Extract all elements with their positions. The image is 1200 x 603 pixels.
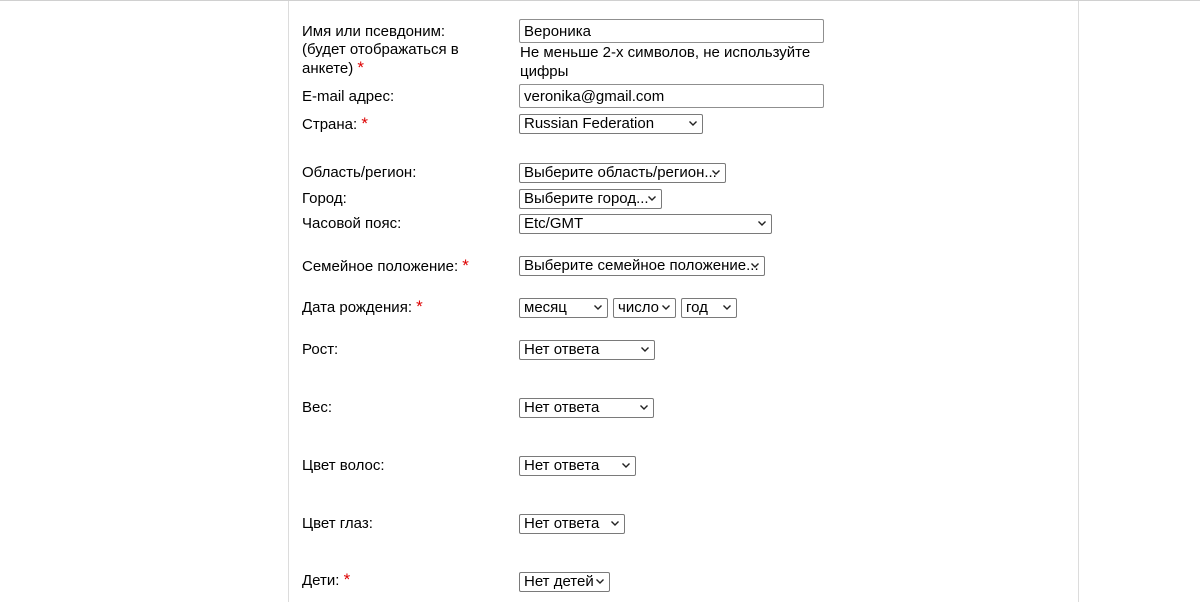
email-label: E-mail адрес: [302,88,395,105]
chevron-down-icon [723,305,731,310]
timezone-select-value: Etc/GMT [524,215,584,232]
timezone-label: Часовой пояс: [302,215,402,232]
chevron-down-icon [611,521,619,526]
birth-day-value: число [618,299,659,316]
children-label-text: Дети: [302,572,340,589]
country-select[interactable] [519,114,703,134]
city-label: Город: [302,190,347,207]
nickname-label [302,23,459,78]
weight-select-value: Нет ответа [524,399,600,416]
city-select-value: Выберите город... [524,190,649,207]
region-select[interactable] [519,163,726,183]
children-select[interactable] [519,572,610,592]
eyes-select[interactable] [519,514,625,534]
eyes-label: Цвет глаз: [302,515,373,532]
hair-select[interactable] [519,456,636,476]
required-marker: * [343,570,351,589]
city-select[interactable] [519,189,662,209]
chevron-down-icon [648,196,656,201]
chevron-down-icon [594,305,602,310]
children-label [302,571,350,590]
marital-label-text: Семейное положение: [302,258,459,275]
region-label: Область/регион: [302,164,417,181]
timezone-select[interactable] [519,214,772,234]
birth-day-select[interactable] [613,298,676,318]
required-marker: * [357,58,365,77]
chevron-down-icon [689,121,697,126]
children-select-value: Нет детей [524,573,594,590]
chevron-down-icon [622,463,630,468]
nickname-label-line3 [302,59,459,78]
required-marker: * [361,114,368,133]
nickname-label-line1: Имя или псевдоним: [302,23,446,40]
nickname-label-text: анкете) [302,60,354,77]
birth-month-value: месяц [524,299,567,316]
marital-label [302,257,469,276]
height-label: Рост: [302,341,339,358]
height-select[interactable] [519,340,655,360]
marital-select[interactable] [519,256,765,276]
country-label-text: Страна: [302,116,358,133]
weight-label: Вес: [302,399,333,416]
nickname-label-line2: (будет отображаться в [302,41,459,58]
country-label [302,115,368,134]
birth-year-select[interactable] [681,298,737,318]
nickname-input[interactable] [519,19,824,43]
country-select-value: Russian Federation [524,115,655,132]
nickname-hint-line1: Не меньше 2-х символов, не используйте [520,44,811,61]
weight-select[interactable] [519,398,654,418]
chevron-down-icon [596,579,604,584]
chevron-down-icon [758,221,766,226]
nickname-hint [520,43,810,81]
chevron-down-icon [640,405,648,410]
eyes-select-value: Нет ответа [524,515,600,532]
height-select-value: Нет ответа [524,341,600,358]
nickname-hint-line2: цифры [520,63,569,80]
required-marker: * [462,256,469,275]
birth-month-select[interactable] [519,298,608,318]
chevron-down-icon [751,263,759,268]
chevron-down-icon [662,305,670,310]
birth-year-value: год [686,299,708,316]
chevron-down-icon [712,170,720,175]
required-marker: * [416,297,423,316]
birthdate-label [302,298,423,317]
hair-select-value: Нет ответа [524,457,600,474]
profile-form [0,1,1200,603]
marital-select-value: Выберите семейное положение... [524,257,759,274]
email-input[interactable] [519,84,824,108]
chevron-down-icon [641,347,649,352]
birthdate-label-text: Дата рождения: [302,299,412,316]
hair-label: Цвет волос: [302,457,385,474]
region-select-value: Выберите область/регион... [524,164,717,181]
